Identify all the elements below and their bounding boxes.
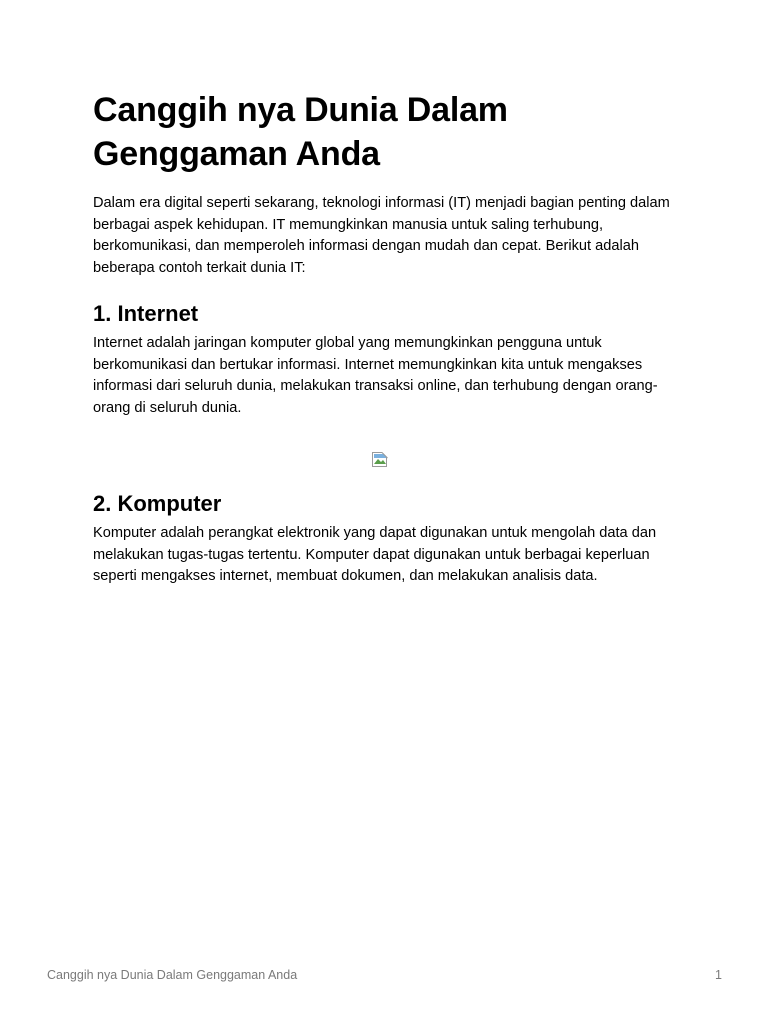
footer-page-number: 1 bbox=[715, 968, 722, 982]
document-content bbox=[93, 88, 683, 588]
section-heading-komputer: 2. Komputer bbox=[93, 491, 222, 516]
section-heading-internet: 1. Internet bbox=[93, 301, 199, 326]
intro-paragraph: Dalam era digital seperti sekarang, teknologi informasi (IT) menjadi bagian penting dalam berbagai aspek kehidupan. IT memungkinkan manusia untuk saling terhubung, berkomunikasi, dan memperoleh informasi dengan mudah dan cepat. Berikut adalah beberapa contoh terkait dunia IT: bbox=[93, 195, 670, 276]
document-title: Canggih nya Dunia Dalam Genggaman Anda bbox=[93, 91, 508, 173]
image-container bbox=[93, 452, 683, 468]
section-body-internet: Internet adalah jaringan komputer global yang memungkinkan pengguna untuk berkomunikasi dan bertukar informasi. Internet memungkinkan kita untuk mengakses informasi dari seluruh dunia, melakukan transaksi online, dan terhubung dengan orang-orang di seluruh dunia. bbox=[93, 335, 658, 416]
footer-document-title: Canggih nya Dunia Dalam Genggaman Anda bbox=[47, 968, 298, 982]
section-body-komputer: Komputer adalah perangkat elektronik yang dapat digunakan untuk mengolah data dan melakukan tugas-tugas tertentu. Komputer dapat digunakan untuk berbagai keperluan seperti mengakses internet, membuat dokumen, dan melakukan analisis data. bbox=[93, 525, 657, 584]
broken-image-icon bbox=[372, 452, 388, 468]
